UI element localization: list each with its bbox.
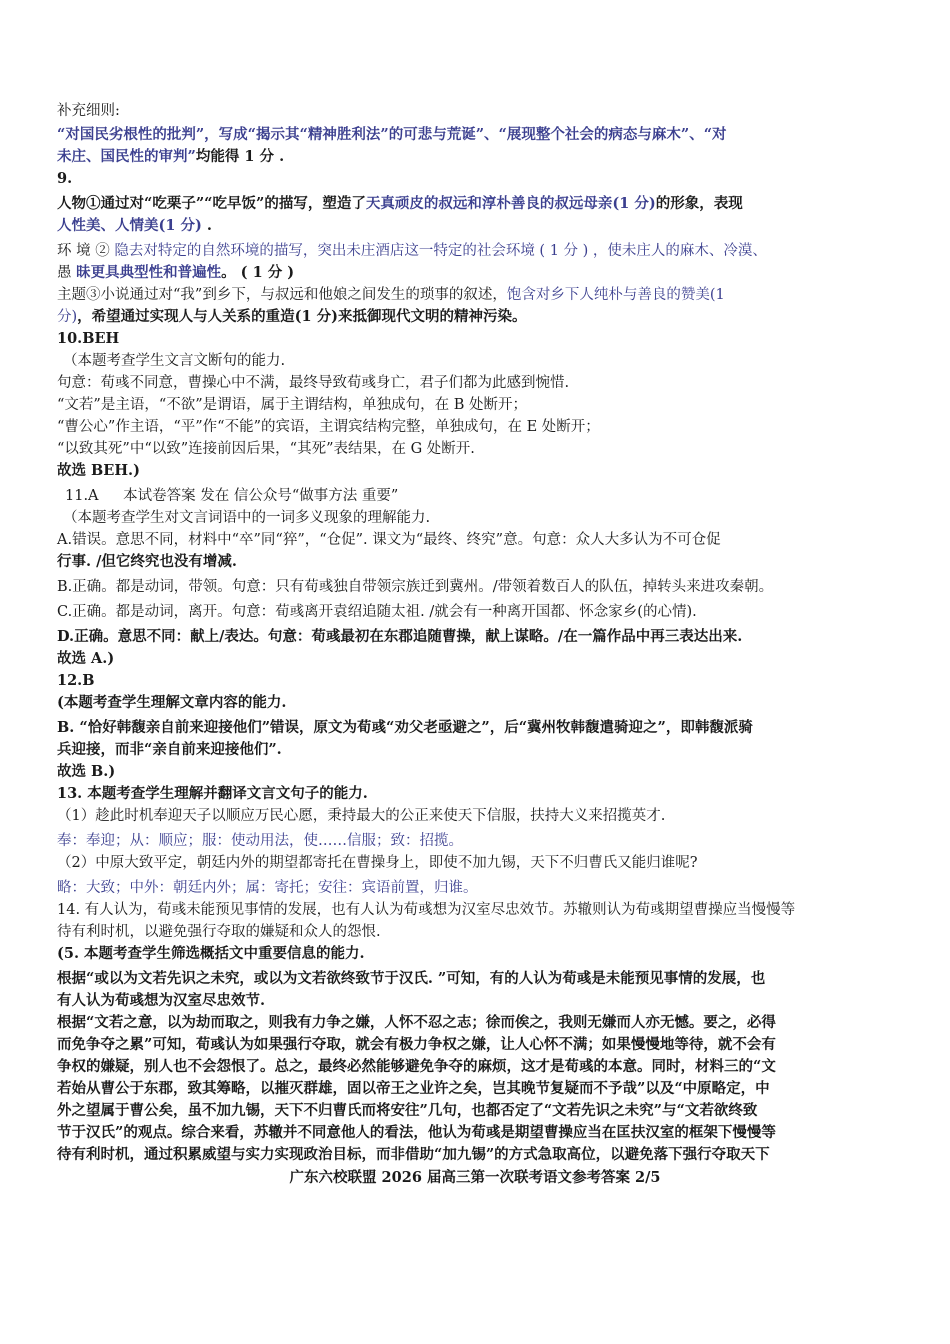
q12-line-2: B. “恰好韩馥亲自前来迎接他们”错误，原文为荀彧“劝父老亟避之”，后“冀州牧韩馥遣骑迎之”，即韩馥派骑 — [57, 719, 753, 736]
q10-line-2: 句意：荀彧不同意，曹操心中不满，最终导致荀彧身亡，君子们都为此感到惋惜. — [57, 375, 570, 391]
q10-line-5: “以致其死”中“以致”连接前因后果，“其死”表结果，在 G 处断开. — [57, 441, 475, 457]
q10-line-6: 故选 BEH.) — [57, 462, 140, 479]
q14-line-12: 待有利时机，通过积累威望与实力实现政治目标，而非借助“加九锡”的方式急取高位，以避免落下强行夺取天下 — [57, 1146, 770, 1163]
q14-line-6: 根据“文若之意，以为劫而取之，则我有力争之嫌，人怀不忍之志；徐而俟之，我则无嫌而人亦无憾。要之，必得 — [57, 1014, 776, 1031]
q10-line-3: “文若”是主语，“不欲”是谓语，属于主谓结构，单独成句，在 B 处断开； — [57, 397, 528, 413]
q13-line-2: （1）趁此时机奉迎天子以顺应万民心愿，秉持最大的公正来使天下信服，扶持大义来招揽英才. — [57, 808, 666, 824]
q14-line-7: 而免争夺之累”可知，荀彧认为如果强行夺取，就会有极力争权之嫌，让人心怀不满；如果慢慢地等待，就不会有 — [57, 1036, 776, 1053]
q9-l4b: 昧更具典型性和普遍性 — [76, 264, 222, 281]
q11-header — [57, 485, 895, 507]
q13-line-5: 略：大致；中外：朝廷内外；属：寄托；安往：宾语前置，归谁。 — [57, 880, 478, 896]
q12-line-4: 故选 B.) — [57, 763, 116, 780]
supp-title: 补充细则: — [57, 103, 120, 119]
q12-number: 12.B — [57, 672, 95, 689]
q9-l6b: ，希望通过实现人与人关系的重造(1 分)来抵御现代文明的精神污染。 — [77, 308, 527, 325]
q10-line-1: （本题考查学生文言文断句的能力. — [63, 353, 286, 369]
q14-line-9: 若始从曹公于东郡，致其筹略，以摧灭群雄，固以帝王之业许之矣，岂其晚节复疑而不予哉”以及“中原略定，中 — [57, 1080, 770, 1097]
q12-line-3: 兵迎接，而非“亲自前来迎接他们”. — [57, 741, 282, 758]
q9-l3b: 隐去对特定的自然环境的描写，突出未庄酒店这一特定的社会环境 ( 1 分 ) ，使未庄人的麻木、冷漠、 — [114, 243, 767, 259]
q11-line-5: C.正确。都是动词，离开。句意：荀彧离开袁绍追随太祖. /就会有一种离开国都、怀念家乡(的心情). — [57, 604, 697, 620]
q9-l4a: 愚 — [57, 265, 77, 281]
q11-line-7: 故选 A.) — [57, 650, 115, 667]
q9-l5a: 主题③小说通过对“我”到乡下，与叔远和他娘之间发生的琐事的叙述， — [57, 287, 507, 303]
q12-line-1: (本题考查学生理解文章内容的能力. — [57, 694, 287, 711]
q10-line-4: “曹公心”作主语，“平”作“不能”的宾语，主谓宾结构完整，单独成句，在 E 处断开； — [57, 419, 600, 435]
q9-number: 9. — [57, 170, 73, 187]
supp-line-1: “对国民劣根性的批判”，写成“揭示其“精神胜利法”的可悲与荒诞”、“展现整个社会的病态与麻木”、“对 — [57, 126, 727, 143]
page-footer: 广东六校联盟 2026 届高三第一次联考语文参考答案 2/5 — [289, 1169, 661, 1186]
q9-line-4 — [57, 262, 895, 284]
q13-line-1: 13. 本题考查学生理解并翻译文言文句子的能力. — [57, 785, 368, 802]
q14-line-5: 有人认为荀彧想为汉室尽忠效节. — [57, 992, 266, 1009]
q9-l1c: 的形象，表现 — [655, 195, 743, 212]
q9-line-6 — [57, 306, 895, 328]
q14-line-8: 争权的嫌疑，别人也不会怨恨了。总之，最终必然能够避免争夺的麻烦，这才是荀彧的本意。同时，材料三的“文 — [57, 1058, 776, 1075]
q14-line-1: 14. 有人认为，荀彧未能预见事情的发展，也有人认为荀彧想为汉室尽忠效节。苏辙则认为荀彧期望曹操应当慢慢等 — [57, 902, 796, 918]
q9-l2b: . — [201, 217, 212, 234]
q9-l1b: 天真顽皮的叔远和淳朴善良的叔远母亲(1 分) — [365, 195, 656, 212]
q11-line-3: 行事. /但它终究也没有增减. — [57, 553, 237, 570]
q9-line-3 — [57, 240, 895, 262]
q14-line-2: 待有利时机，以避免强行夺取的嫌疑和众人的怨恨. — [57, 924, 381, 940]
q9-l2a: 人性美、人情美(1 分) — [57, 217, 202, 234]
q11-number: 11.A — [65, 488, 99, 504]
answer-page — [57, 100, 895, 1166]
q10-number: 10.BEH — [57, 330, 120, 347]
q9-line-5 — [57, 284, 895, 306]
q14-line-11: 节于汉氏”的观点。综合来看，苏辙并不同意他人的看法，他认为荀彧是期望曹操应当在匡扶汉室的框架下慢慢等 — [57, 1124, 776, 1141]
supp-line-2 — [57, 146, 895, 168]
q13-line-3: 奉：奉迎；从：顺应；服：使动用法，使……信服；致：招揽。 — [57, 833, 463, 849]
q14-line-4: 根据“或以为文若先识之未究，或以为文若欲终致节于汉氏. ”可知，有的人认为荀彧是未能预见事情的发展，也 — [57, 970, 766, 987]
supp-line-2-tail: 均能得 1 分 . — [195, 148, 285, 165]
q9-l4c: 。 ( 1 分 ) — [221, 264, 295, 281]
q9-line-2 — [57, 215, 895, 237]
q9-l1a: 人物①通过对“吃栗子”“吃早饭”的描写，塑造了 — [57, 195, 366, 212]
supp-line-2-blue: 未庄、国民性的审判” — [57, 148, 196, 165]
q11-line-1: （本题考查学生对文言词语中的一词多义现象的理解能力. — [63, 510, 431, 526]
q9-line-1 — [57, 193, 895, 215]
q11-line-6: D.正确。意思不同：献上/表达。句意：荀彧最初在东郡追随曹操，献上谋略。/在一篇作品中再三表达出来. — [57, 628, 743, 645]
q11-notice: 本试卷答案 发在 信公众号“做事方法 重要” — [123, 488, 399, 504]
q9-l6a: 分) — [57, 309, 78, 325]
q14-line-10: 外之望属于曹公矣，虽不加九锡，天下不归曹氏而将安往”几句，也都否定了“文若先识之未究”与“文若欲终致 — [57, 1102, 758, 1119]
q9-l5b: 饱含对乡下人纯朴与善良的赞美(1 — [506, 287, 725, 303]
q9-l3a: 环 境 ② — [57, 243, 115, 259]
q11-line-4: B.正确。都是动词，带领。句意：只有荀彧独自带领宗族迁到冀州。/带领着数百人的队伍，掉转头来进攻秦朝。 — [57, 579, 774, 595]
q13-line-4: （2）中原大致平定，朝廷内外的期望都寄托在曹操身上，即使不加九锡，天下不归曹氏又能归谁呢? — [57, 855, 698, 871]
q11-line-2: A.错误。意思不同，材料中“卒”同“猝”，“仓促”. 课文为“最终、终究”意。句意：众人大多认为不可仓促 — [57, 532, 721, 548]
q14-line-3: (5. 本题考查学生筛选概括文中重要信息的能力. — [57, 945, 365, 962]
